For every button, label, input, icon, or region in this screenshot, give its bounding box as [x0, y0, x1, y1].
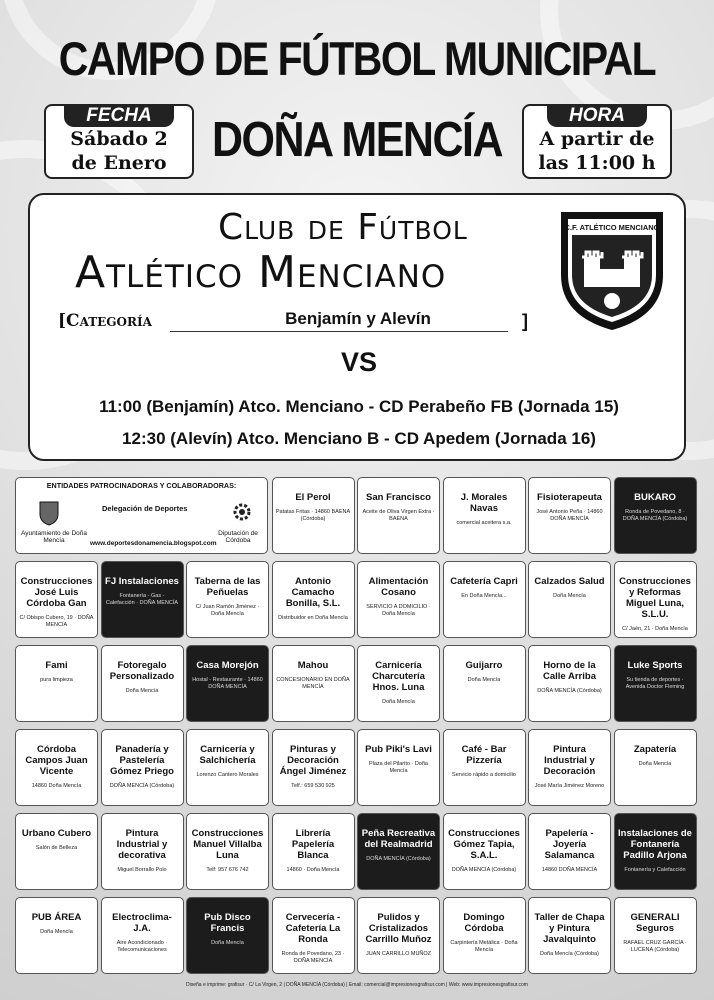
- sponsor-name: J. Morales Navas: [460, 492, 508, 514]
- sponsor-ad: [614, 477, 697, 554]
- sponsor-ad: [614, 645, 697, 722]
- sponsor-detail: SERVICIO A DOMICILIO · Doña Mencía: [366, 604, 431, 617]
- ayuntamiento-label: Ayuntamiento de Doña Mencía: [20, 530, 87, 544]
- sponsor-name: Pinturas y Decoración Ángel Jiménez: [279, 744, 347, 777]
- sponsor-detail: Telf.: 659 530 925: [291, 783, 335, 789]
- category-row: [58, 311, 528, 335]
- sponsor-ad: [272, 561, 355, 638]
- sponsor-detail: José María Jiménez Moreno: [534, 783, 605, 789]
- sponsor-ad: [101, 645, 184, 722]
- crest-text: C.F. ATLÉTICO MENCIANO: [564, 223, 660, 232]
- sponsor-ad: [272, 477, 355, 554]
- sponsor-ad: [357, 897, 440, 974]
- sponsor-detail: Doña Mencía: [638, 761, 672, 767]
- sponsor-ad: [101, 813, 184, 890]
- sponsor-name: Pub Disco Francis: [204, 912, 251, 934]
- sponsor-ad: [443, 645, 526, 722]
- sponsor-detail: Doña Mencía: [125, 688, 159, 694]
- sponsor-name: Antonio Camacho Bonilla, S.L.: [285, 576, 341, 609]
- sponsor-ad: [272, 813, 355, 890]
- sponsor-name: Pintura Industrial y Decoración: [543, 744, 596, 777]
- sponsor-ad: [272, 729, 355, 806]
- sponsor-ad: [443, 813, 526, 890]
- sponsor-ad: [101, 729, 184, 806]
- sponsor-name: GENERALI Seguros: [630, 912, 680, 934]
- town-title: DOÑA MENCÍA: [211, 112, 503, 168]
- date-box: [44, 104, 194, 179]
- sponsor-detail: Doña Mencía: [211, 940, 244, 946]
- sponsor-ad: [101, 561, 184, 638]
- sponsor-ad: [15, 729, 98, 806]
- sponsor-ad: [614, 729, 697, 806]
- sponsor-name: Fisioterapeuta: [537, 492, 602, 503]
- sponsor-detail: C/ Obispo Cubero, 19 · DOÑA MENCÍA: [19, 615, 94, 628]
- sponsor-name: Guijarro: [465, 660, 503, 671]
- sponsor-detail: Ronda de Povedano, 23 · DOÑA MENCÍA: [281, 951, 345, 964]
- time-label: HORA: [547, 105, 647, 127]
- category-label: [Categoría: [58, 311, 152, 331]
- club-crest: [554, 205, 670, 333]
- sponsor-ad: [443, 729, 526, 806]
- sponsor-detail: 14860 Doña Mencía: [31, 783, 82, 789]
- sponsor-name: San Francisco: [366, 492, 431, 503]
- sponsor-detail: Lorenzo Cantero Morales: [196, 772, 259, 778]
- sponsor-detail: DOÑA MENCÍA (Córdoba): [451, 867, 517, 873]
- sponsor-ad: [528, 813, 611, 890]
- sponsor-name: PUB ÁREA: [31, 912, 82, 923]
- sponsor-detail: Servicio rápido a domicilio: [452, 772, 516, 778]
- sponsor-detail: Ronda de Povedano, 8 · DOÑA MENCÍA (Córdoba): [622, 509, 688, 522]
- sponsor-name: Cafetería Capri: [450, 576, 518, 587]
- sponsor-ad: [528, 477, 611, 554]
- club-name-line-1: Club de Fútbol: [218, 207, 468, 248]
- sponsor-ad: [528, 897, 611, 974]
- sponsor-name: Pintura Industrial y decorativa: [116, 828, 168, 861]
- sponsor-ad: [528, 561, 611, 638]
- sponsor-name: Zapatería: [633, 744, 677, 755]
- time-line-2: las 11:00 h: [538, 152, 656, 174]
- sponsor-name: Papelería - Joyería Salamanca: [544, 828, 595, 861]
- sponsor-detail: Plaza del Pilarito · Doña Mencía: [368, 761, 428, 774]
- sponsor-detail: Fontanería - Gas - Calefacción · DOÑA MENCÍA: [105, 593, 179, 606]
- sponsor-name: Taberna de las Peñuelas: [194, 576, 261, 598]
- sponsor-ad: [186, 813, 269, 890]
- category-bracket: ]: [522, 311, 528, 331]
- sponsor-name: Cervecería - Cafetería La Ronda: [285, 912, 341, 945]
- date-label: FECHA: [64, 105, 173, 127]
- sponsor-detail: pura limpieza: [40, 677, 73, 683]
- sponsor-name: Construcciones Manuel Villalba Luna: [191, 828, 264, 861]
- sponsor-ad: [15, 561, 98, 638]
- sponsor-detail: 14860 DOÑA MENCÍA: [541, 867, 598, 873]
- club-name-line-2: Atlético Menciano: [75, 247, 447, 298]
- sponsor-detail: Miguel Borrallo Polo: [117, 867, 167, 873]
- sponsor-ad: [443, 477, 526, 554]
- sponsor-ad: [614, 897, 697, 974]
- sponsor-ad: [357, 477, 440, 554]
- versus-label: VS: [340, 347, 378, 377]
- sponsor-detail: RAFAEL CRUZ GARCÍA · LUCENA (Córdoba): [623, 940, 687, 953]
- sponsor-ad: [357, 729, 440, 806]
- sponsor-ad: [186, 897, 269, 974]
- sponsor-name: Luke Sports: [627, 660, 683, 671]
- sponsor-ad: [15, 897, 98, 974]
- sponsor-name: FJ Instalaciones: [105, 576, 179, 587]
- sponsor-detail: DOÑA MENCÍA (Córdoba): [366, 856, 431, 862]
- sponsor-ad: [443, 561, 526, 638]
- sponsor-detail: CONCESIONARIO EN DOÑA MENCÍA: [276, 677, 350, 690]
- sponsor-detail: Su tienda de deportes · Avenida Doctor Fleming: [625, 677, 685, 690]
- sponsor-detail: Doña Mencía: [553, 593, 586, 599]
- sponsor-name: Pulidos y Cristalizados Carrillo Muñoz: [365, 912, 432, 945]
- sponsor-ad: [528, 729, 611, 806]
- sponsor-ad: [272, 897, 355, 974]
- sponsor-detail: Salón de Belleza: [35, 845, 78, 851]
- sponsor-name: Electroclima-J.A.: [112, 912, 172, 934]
- date-line-2: de Enero: [71, 152, 167, 174]
- sponsor-ad: [357, 645, 440, 722]
- sponsor-detail: Hostal - Restaurante · 14860 DOÑA MENCÍA: [192, 677, 263, 690]
- footer-credit: Diseña e imprime: grafisur · C/ La Virgen, 2 | DOÑA MENCÍA (Córdoba) | Email: comercial@impresionesgrafisur.com | Web: www.impresionesgrafisur.com: [186, 982, 528, 988]
- sponsor-ad: [443, 897, 526, 974]
- sponsor-name: BUKARO: [634, 492, 676, 503]
- game-1: 11:00 (Benjamín) Atco. Menciano - CD Perabeño FB (Jornada 15): [99, 397, 619, 416]
- sponsor-name: Construcciones y Reformas Miguel Luna, S.L.U.: [619, 576, 691, 620]
- sponsor-name: Mahou: [297, 660, 329, 671]
- deportes-label: Delegación de Deportes: [102, 504, 188, 513]
- sponsor-detail: Aceite de Oliva Virgen Extra · BAENA: [362, 509, 435, 522]
- sponsor-name: Urbano Cubero: [21, 828, 92, 839]
- sponsors-grid: [15, 477, 698, 975]
- sponsor-name: Peña Recreativa del Realmadrid: [361, 828, 436, 850]
- date-line-1: Sábado 2: [70, 128, 168, 150]
- sponsor-name: Fami: [45, 660, 68, 671]
- sponsor-name: Fotoregalo Personalizado: [109, 660, 175, 682]
- sponsor-detail: Aire Acondicionado · Telecomunicaciones: [116, 940, 168, 953]
- sponsor-detail: En Doña Mencía...: [461, 593, 507, 599]
- gear-icon: [232, 502, 252, 522]
- sponsor-ad: [357, 813, 440, 890]
- sponsor-name: Librería Papelería Blanca: [291, 828, 335, 861]
- sponsor-ad: [614, 561, 697, 638]
- sponsor-detail: Telf: 957 676 742: [206, 867, 249, 873]
- sponsor-detail: Doña Mencía (Córdoba): [539, 951, 599, 957]
- diputacion-label: Diputación de Córdoba: [218, 530, 258, 544]
- sponsor-name: Carnicería y Salchichería: [199, 744, 256, 766]
- sponsor-detail: José Antonio Peña · 14860 DOÑA MENCÍA: [536, 509, 603, 522]
- sponsors-heading: ENTIDADES PATROCINADORAS Y COLABORADORAS:: [46, 481, 237, 490]
- deportes-web: www.deportesdonamencia.blogspot.com: [90, 540, 217, 547]
- sponsor-detail: JUAN CARRILLO MUÑOZ: [365, 951, 432, 957]
- sponsor-detail: Distribuidor en Doña Mencía: [278, 615, 348, 621]
- sponsor-ad: [15, 645, 98, 722]
- sponsor-ad: [15, 813, 98, 890]
- category-underline: [170, 331, 508, 332]
- sponsor-ad: [272, 645, 355, 722]
- sponsor-detail: 14860 · Doña Mencía: [286, 867, 340, 873]
- sponsor-detail: Doña Mencía: [40, 929, 73, 935]
- sponsor-name: Calzados Salud: [534, 576, 605, 587]
- sponsor-name: Horno de la Calle Arriba: [543, 660, 596, 682]
- sponsor-name: Taller de Chapa y Pintura Javalquinto: [534, 912, 605, 945]
- sponsors-box: [15, 477, 268, 554]
- sponsor-detail: Doña Mencía: [382, 699, 415, 705]
- sponsor-ad: [101, 897, 184, 974]
- game-2: 12:30 (Alevín) Atco. Menciano B - CD Apedem (Jornada 16): [122, 429, 596, 448]
- page-title: CAMPO DE FÚTBOL MUNICIPAL: [58, 32, 656, 86]
- time-box: [522, 104, 672, 179]
- sponsor-ad: [186, 729, 269, 806]
- sponsor-detail: comercial aceitera s.a.: [456, 520, 512, 526]
- sponsor-detail: C/ Juan Ramón Jiménez · Doña Mencía: [195, 604, 260, 617]
- sponsor-name: Domingo Córdoba: [463, 912, 505, 934]
- sponsor-name: El Perol: [295, 492, 331, 503]
- sponsor-detail: Doña Mencía: [467, 677, 501, 683]
- sponsor-name: Córdoba Campos Juan Vicente: [25, 744, 88, 777]
- sponsor-name: Panadería y Pastelería Gómez Priego: [110, 744, 174, 777]
- sponsor-name: Casa Morejón: [196, 660, 259, 671]
- sponsor-ad: [528, 645, 611, 722]
- sponsor-name: Café - Bar Pizzería: [461, 744, 507, 766]
- match-panel: [28, 193, 686, 461]
- sponsor-detail: C/ Jaén, 21 · Doña Mencía: [622, 626, 688, 632]
- sponsor-detail: DOÑA MENCÍA (Córdoba): [537, 688, 602, 694]
- sponsor-name: Construcciones Gómez Tapia, S.A.L.: [448, 828, 520, 861]
- sponsor-ad: [357, 561, 440, 638]
- sponsor-name: Construcciones José Luis Córdoba Gan: [20, 576, 93, 609]
- category-value: Benjamín y Alevín: [285, 309, 431, 328]
- shield-icon: [38, 500, 60, 526]
- sponsor-name: Instalaciones de Fontanería Padillo Arjona: [618, 828, 692, 861]
- sponsor-detail: DOÑA MENCÍA (Córdoba): [109, 783, 175, 789]
- time-line-1: A partir de: [539, 128, 655, 150]
- sponsor-ad: [614, 813, 697, 890]
- sponsor-name: Pub Piki's Lavi: [365, 744, 432, 755]
- sponsor-name: Alimentación Cosano: [368, 576, 429, 598]
- sponsor-ad: [186, 561, 269, 638]
- sponsor-detail: Carpintería Metálica · Doña Mencía: [450, 940, 518, 953]
- sponsor-name: Carnicería Charcutería Hnos. Luna: [372, 660, 425, 693]
- sponsor-detail: Patatas Fritas · 14860 BAENA (Córdoba): [275, 509, 351, 522]
- sponsor-ad: [186, 645, 269, 722]
- sponsor-detail: Fontanería y Calefacción: [624, 867, 686, 873]
